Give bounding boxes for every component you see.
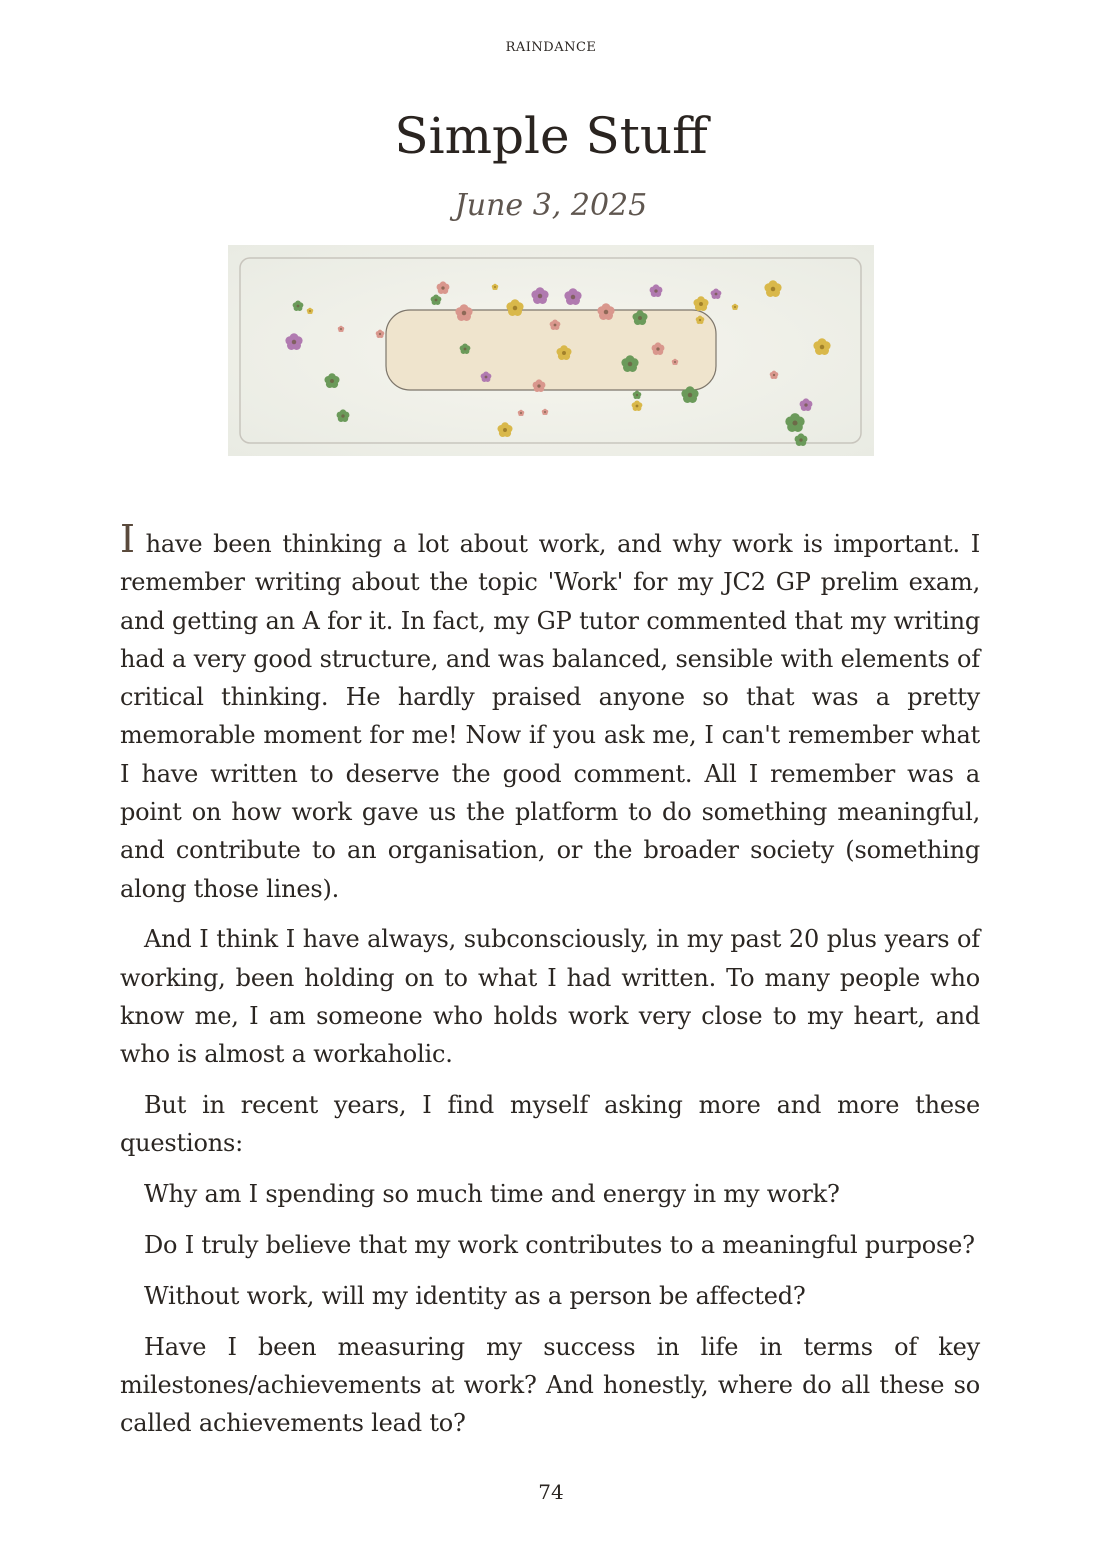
paragraph-3: But in recent years, I find myself asking more and more these questions: (120, 1091, 980, 1158)
paragraph-2: And I think I have always, subconsciously, in my past 20 plus years of working, been holding on to what I had written. To many people who know me, I am someone who holds work very close to my heart, and who is almost a workaholic. (120, 925, 980, 1069)
page-number: 74 (538, 1480, 564, 1504)
paragraph-1-text: have been thinking a lot about work, and why work is important. I remember writing about the topic 'Work' for my JC2 GP prelim exam, and getting an A for it. In fact, my GP tutor commented that my writing had a very good structure, and was balanced, sensible with elements of critical thinking. He hardly praised anyone so that was a pretty memorable moment for me! Now if you ask me, I can't remember what I have written to deserve the good comment. All I remember was a point on how work gave us the platform to do something meaningful, and contribute to an organisation, or the broader society (something along those lines). (120, 530, 980, 903)
article-body (120, 517, 980, 1455)
article-title: Simple Stuff (394, 107, 708, 165)
question-4: Have I been measuring my success in life in terms of key milestones/achievements at work? And honestly, where do all these so called achievements lead to? (120, 1332, 980, 1438)
question-2: Do I truly believe that my work contributes to a meaningful purpose? (144, 1231, 975, 1260)
running-header: RAINDANCE (505, 40, 597, 55)
question-1: Why am I spending so much time and energy in my work? (144, 1180, 840, 1209)
article-date: June 3, 2025 (454, 188, 648, 223)
paragraph-1 (120, 517, 980, 908)
drop-cap: I (120, 517, 135, 561)
question-3: Without work, will my identity as a person be affected? (144, 1281, 806, 1310)
floral-illustration (228, 245, 874, 456)
